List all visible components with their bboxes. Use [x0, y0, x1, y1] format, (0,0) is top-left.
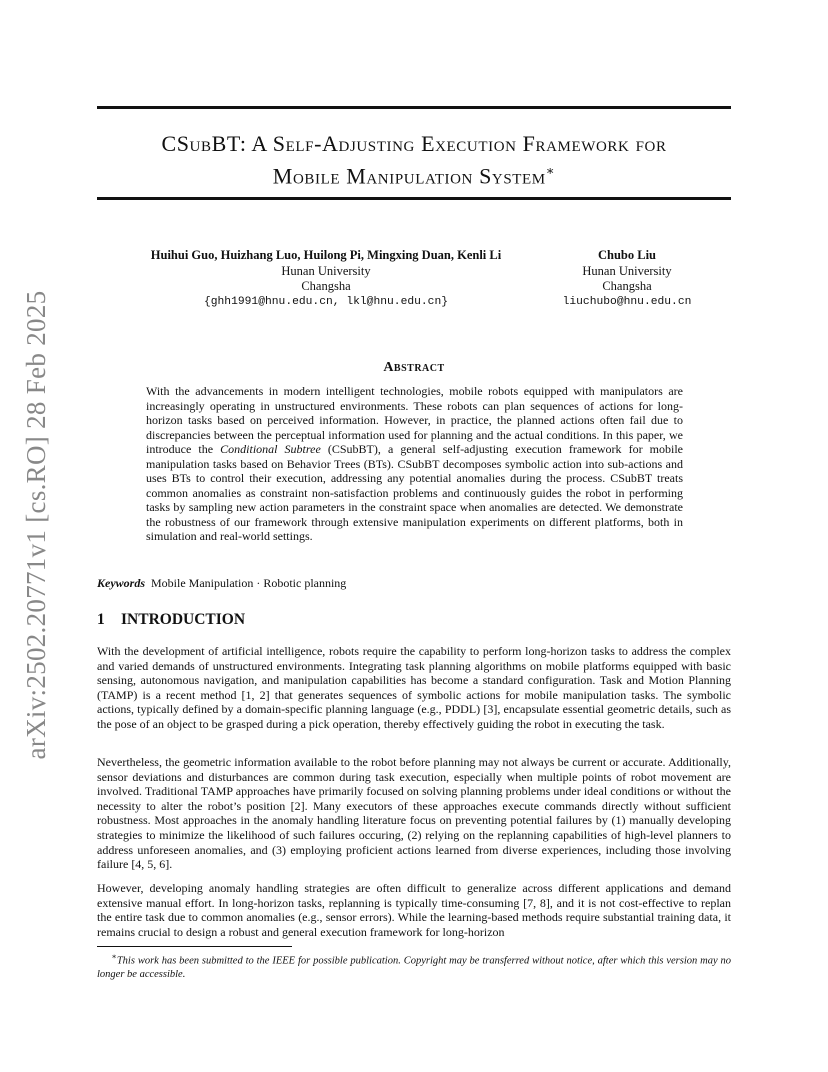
- paper-title-line-2-text: Mobile Manipulation System: [272, 163, 546, 189]
- author-email[interactable]: {ghh1991@hnu.edu.cn, lkl@hnu.edu.cn}: [203, 295, 449, 308]
- body-paragraph: With the development of artificial intelligence, robots require the capability to perform long-horizon tasks to address the complex and varied demands of unstructured environments. Integrating task planning algorithms on mobile platforms equipped with basic sensing, autonomous navigation, and manipulation capabilities has become a standard configuration. Task and Motion Planning (TAMP) is a recent method [1, 2] that generates sequences of symbolic actions for mobile manipulation tasks. The symbolic actions, typically defined by a domain-specific planning language (e.g., PDDL) [3], encapsulate essential geometric details, such as the pose of an object to be grasped during a pick operation, thereby effectively guiding the robot in executing the task.: [97, 644, 731, 731]
- title-bottom-rule: [97, 197, 731, 200]
- author-group-2: [540, 248, 714, 310]
- abstract-part-1: With the advancements in modern intelligent technologies, mobile robots equipped with manipulators are increasingly operating in unstructured environments. These robots can plan sequences of actions for long-horizon tasks based on perceived information. However, in practice, the planned actions often fail due to discrepancies between the perceptual information used for planning and the actual conditions. In this paper, we introduce the: [146, 384, 683, 456]
- arxiv-identifier: arXiv:2502.20771v1 [cs.RO] 28 Feb 2025: [21, 290, 51, 760]
- body-paragraph: However, developing anomaly handling strategies are often difficult to generalize across different applications and demand extensive manual effort. In long-horizon tasks, replanning is typically time-consuming [7, 8], and it is not cost-effective to replan the entire task due to common anomalies (e.g., sensor errors). While the learning-based methods require substantial training data, it remains crucial to design a robust and general execution framework for long-horizon: [97, 881, 731, 939]
- footnote-mark: ∗: [111, 952, 117, 961]
- author-affiliation: Hunan University: [281, 263, 371, 278]
- section-title: INTRODUCTION: [121, 611, 246, 628]
- paper-title-line-2: [97, 157, 731, 190]
- author-group-1: [120, 248, 532, 310]
- paper-title-line-1: CSubBT: A Self-Adjusting Execution Framework for: [161, 131, 667, 156]
- author-city: Changsha: [602, 279, 652, 293]
- abstract-text: [146, 384, 683, 544]
- abstract-emphasis: Conditional Subtree: [220, 442, 321, 456]
- body-paragraph: Nevertheless, the geometric information available to the robot before planning may not always be current or accurate. Additionally, sensor deviations and disturbances are common during task execution, especially when multiple points of robot movement are involved. Traditional TAMP approaches have primarily focused on solving planning problems under ideal conditions or without the necessity to alter the robot’s position [2]. Many executors of these approaches execute commands directly without sufficient robustness. Most approaches in the anomaly handling literature focus on preventing potential failures by (1) manually developing strategies to minimize the likelihood of such failures occuring, (2) relying on the replanning capabilities of high-level planners to address unforeseen anomalies, and (3) employing proficient actions learned from diverse experiences, including those involving failure [4, 5, 6].: [97, 755, 731, 872]
- title-top-rule: [97, 106, 731, 109]
- footnote: [97, 950, 731, 981]
- footnote-text: This work has been submitted to the IEEE for possible publication. Copyright may be transferred without notice, after which this version may no longer be accessible.: [97, 955, 732, 980]
- section-heading: [97, 611, 245, 629]
- author-affiliation: Hunan University: [582, 263, 672, 278]
- author-names: Chubo Liu: [597, 248, 657, 262]
- keywords-line: [97, 576, 346, 591]
- author-email[interactable]: liuchubo@hnu.edu.cn: [562, 295, 692, 308]
- keywords-text: Mobile Manipulation · Robotic planning: [151, 576, 347, 590]
- footnote-rule: [97, 946, 292, 947]
- abstract-part-2: (CSubBT), a general self-adjusting execution framework for mobile manipulation tasks based on Behavior Trees (BTs). CSubBT decomposes symbolic action into sub-actions and uses BTs to control their execution, addressing any potential anomalies during the process. CSubBT treats common anomalies as constraint non-satisfaction problems and continuously guides the robot in performing tasks by sampling new action parameters in the constraint space when anomalies are detected. We demonstrate the robustness of our framework through extensive manipulation experiments on different platforms, both in simulation and real-world settings.: [146, 442, 683, 543]
- title-footnote-mark: ∗: [545, 163, 556, 178]
- abstract-heading: Abstract: [383, 360, 445, 375]
- author-names: Huihui Guo, Huizhang Luo, Huilong Pi, Mingxing Duan, Kenli Li: [150, 248, 502, 262]
- section-number: 1: [97, 611, 105, 628]
- author-city: Changsha: [301, 279, 351, 293]
- keywords-label: Keywords: [97, 576, 145, 590]
